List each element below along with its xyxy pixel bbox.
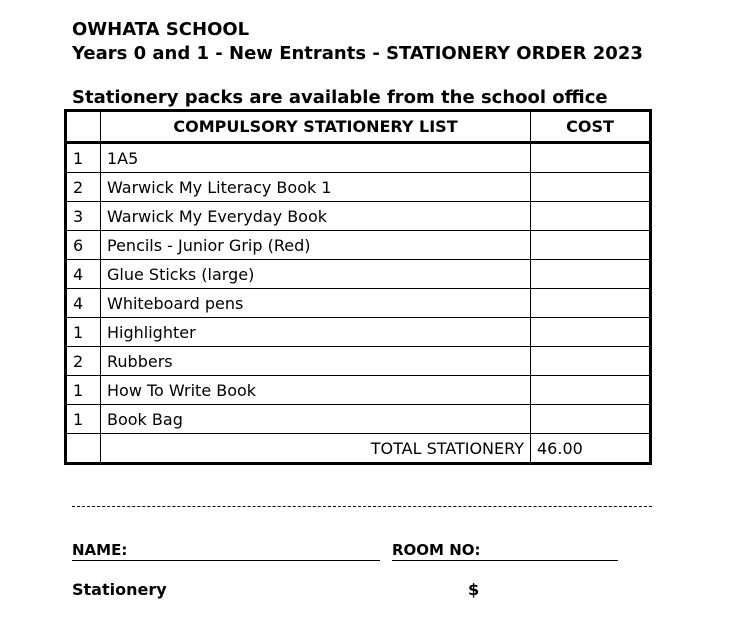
row-item: Rubbers (101, 347, 531, 376)
row-cost (531, 347, 651, 376)
table-row (66, 347, 651, 376)
room-no-label: ROOM NO: (392, 541, 481, 559)
table-row (66, 173, 651, 202)
table-row (66, 405, 651, 434)
row-item: 1A5 (101, 143, 531, 173)
table-row (66, 260, 651, 289)
total-row (66, 434, 651, 464)
row-item: Pencils - Junior Grip (Red) (101, 231, 531, 260)
row-cost (531, 289, 651, 318)
row-item: Warwick My Literacy Book 1 (101, 173, 531, 202)
table-row (66, 143, 651, 173)
stationery-table (64, 109, 652, 465)
document-header (72, 18, 643, 66)
name-label: NAME: (72, 541, 128, 559)
table-row (66, 202, 651, 231)
row-item: Book Bag (101, 405, 531, 434)
row-item: How To Write Book (101, 376, 531, 405)
row-item: Glue Sticks (large) (101, 260, 531, 289)
row-cost (531, 260, 651, 289)
qty-column-header (66, 111, 101, 143)
row-quantity: 4 (66, 260, 101, 289)
row-quantity: 2 (66, 173, 101, 202)
row-cost (531, 376, 651, 405)
item-column-header: COMPULSORY STATIONERY LIST (101, 111, 531, 143)
total-label: TOTAL STATIONERY (101, 434, 531, 464)
row-quantity: 6 (66, 231, 101, 260)
row-quantity: 3 (66, 202, 101, 231)
row-quantity: 1 (66, 376, 101, 405)
row-cost (531, 318, 651, 347)
table-header-row (66, 111, 651, 143)
row-quantity: 4 (66, 289, 101, 318)
cut-line (72, 506, 652, 507)
row-quantity: 2 (66, 347, 101, 376)
availability-note: Stationery packs are available from the school office (72, 87, 608, 108)
name-field-line[interactable] (72, 560, 380, 561)
row-item: Whiteboard pens (101, 289, 531, 318)
row-quantity: 1 (66, 143, 101, 173)
row-quantity: 1 (66, 318, 101, 347)
row-item: Warwick My Everyday Book (101, 202, 531, 231)
table-row (66, 376, 651, 405)
currency-symbol: $ (468, 580, 480, 599)
row-quantity: 1 (66, 405, 101, 434)
table-body (66, 143, 651, 464)
cost-column-header: COST (531, 111, 651, 143)
row-item: Highlighter (101, 318, 531, 347)
row-cost (531, 405, 651, 434)
total-value: 46.00 (531, 434, 651, 464)
table-row (66, 231, 651, 260)
stationery-label: Stationery (72, 580, 167, 599)
school-name: OWHATA SCHOOL (72, 19, 250, 40)
table-row (66, 318, 651, 347)
room-no-field-line[interactable] (392, 560, 618, 561)
total-qty-cell (66, 434, 101, 464)
document-title: Years 0 and 1 - New Entrants - STATIONERY ORDER 2023 (72, 43, 643, 64)
row-cost (531, 143, 651, 173)
row-cost (531, 173, 651, 202)
row-cost (531, 231, 651, 260)
row-cost (531, 202, 651, 231)
table-row (66, 289, 651, 318)
